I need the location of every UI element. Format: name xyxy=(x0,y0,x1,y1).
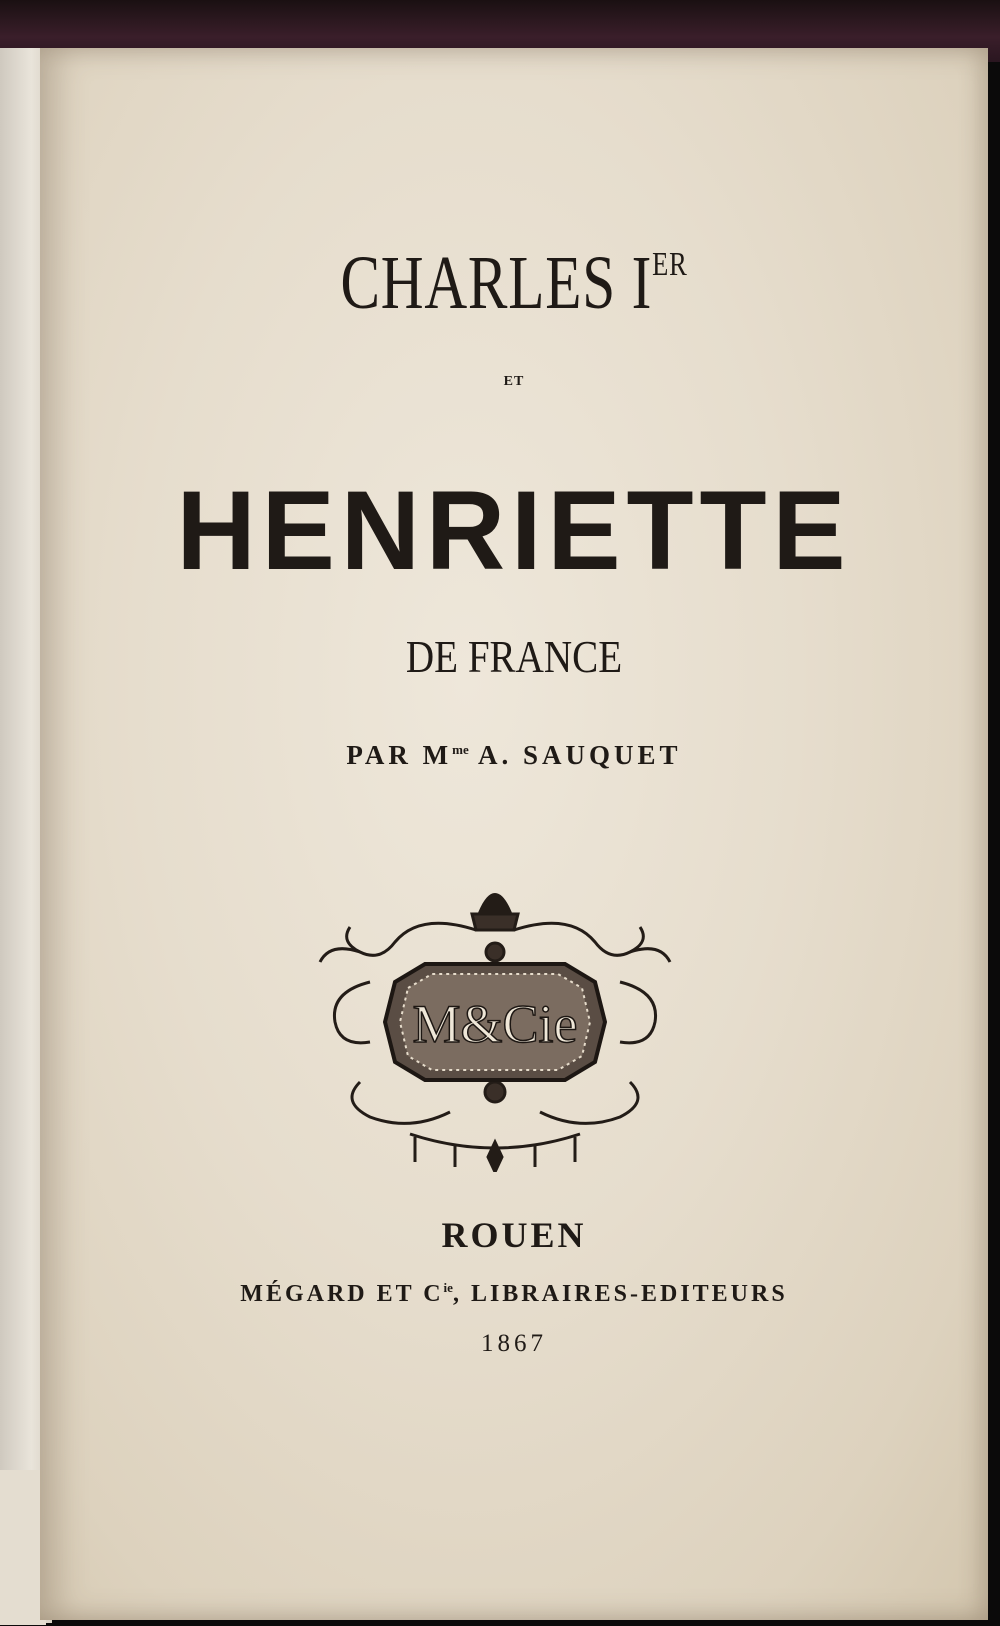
publisher-name: MÉGARD ET C xyxy=(240,1281,444,1307)
title-conjunction: ET xyxy=(503,374,525,389)
publication-year: 1867 xyxy=(481,1330,547,1357)
publisher-line xyxy=(40,1280,988,1308)
publisher-emblem xyxy=(300,872,690,1172)
title-charles-sup: ER xyxy=(652,246,688,283)
city: ROUEN xyxy=(441,1215,587,1255)
title-page xyxy=(40,48,988,1620)
author-line xyxy=(40,740,988,771)
publisher-trade: , LIBRAIRES-EDITEURS xyxy=(452,1281,788,1307)
publisher-monogram: M&Cie xyxy=(412,994,578,1054)
author-name: A. SAUQUET xyxy=(468,740,682,770)
publisher-sup: ie xyxy=(443,1280,453,1295)
title-de-france: DE FRANCE xyxy=(405,631,623,682)
author-prefix-sup: me xyxy=(452,742,469,757)
title-henriette: HENRIETTE xyxy=(176,468,852,593)
title-charles xyxy=(144,240,883,327)
title-charles-text: CHARLES I xyxy=(340,241,653,325)
author-prefix: PAR M xyxy=(346,740,453,770)
